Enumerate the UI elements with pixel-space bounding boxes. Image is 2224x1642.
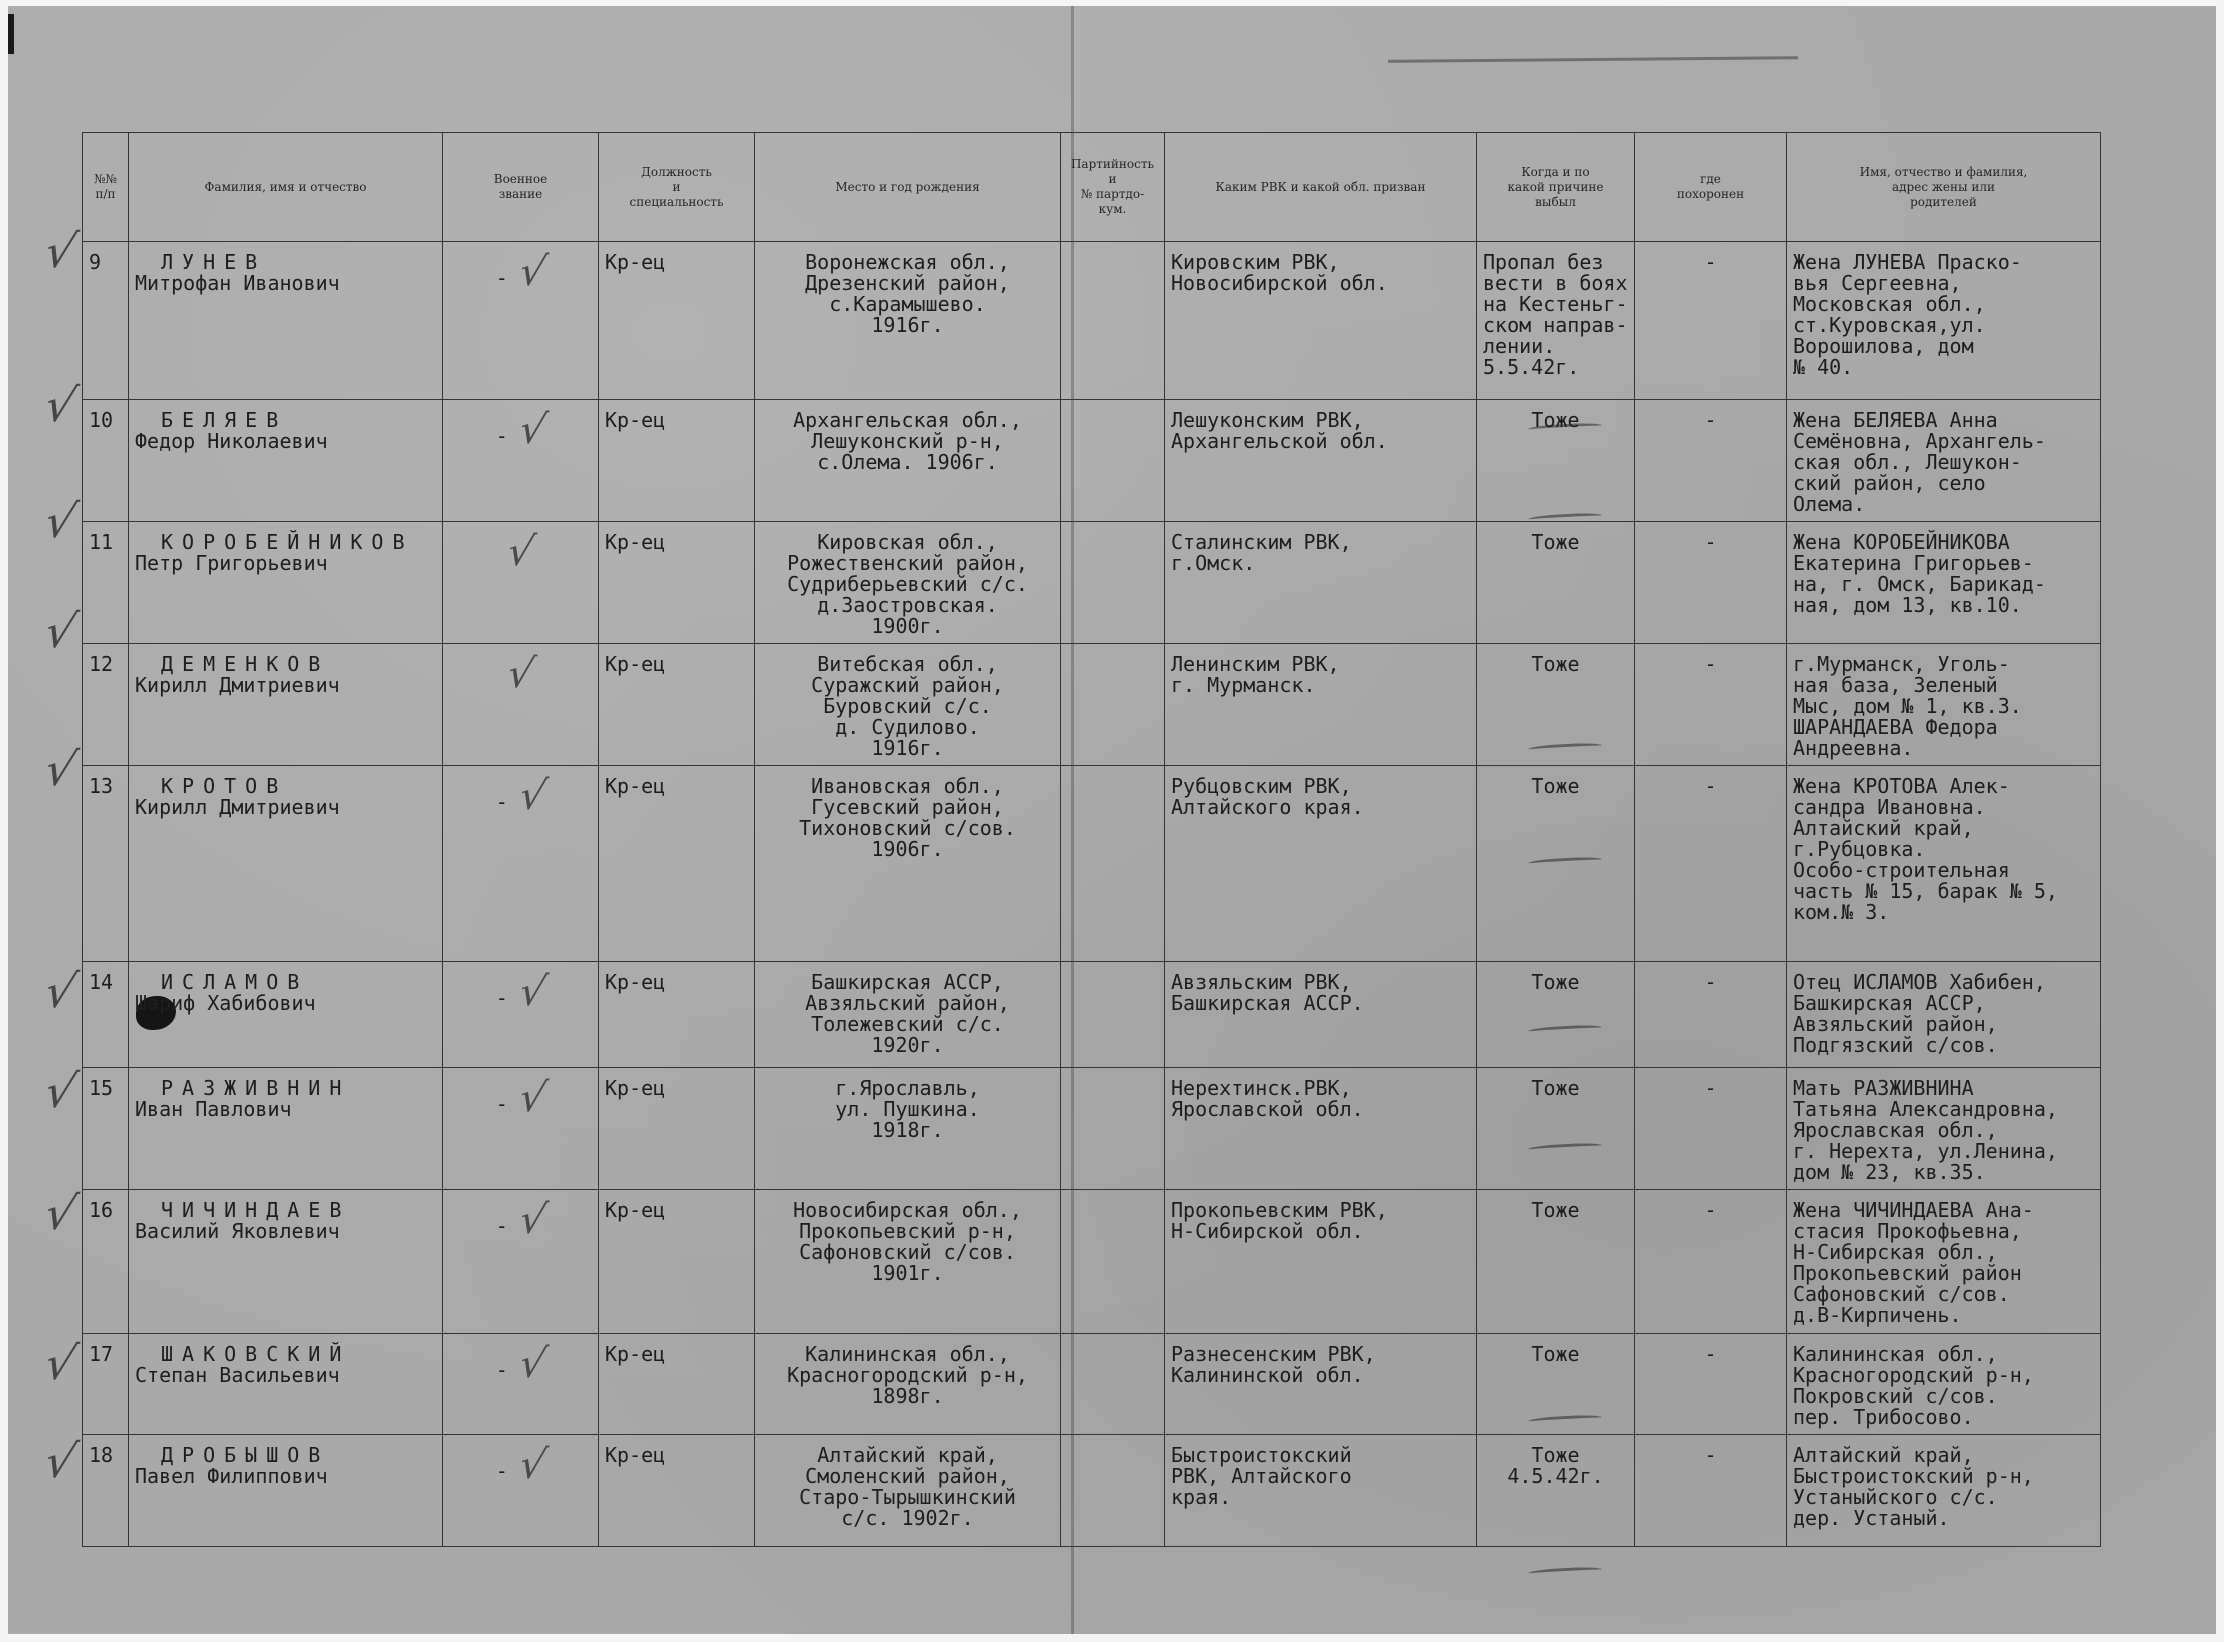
margin-check-icon: √ bbox=[39, 964, 83, 1018]
given-name: Павел Филиппович bbox=[135, 1464, 328, 1488]
rvk-cell: Рубцовским РВК, Алтайского края. bbox=[1165, 766, 1477, 962]
birthplace-cell: Башкирская АССР, Авзяльский район, Толежевский с/с. 1920г. bbox=[755, 962, 1061, 1068]
column-header-relatives: Имя, отчество и фамилия, адрес жены или родителей bbox=[1787, 133, 2101, 242]
column-header-birthplace: Место и год рождения bbox=[755, 133, 1061, 242]
relatives-cell: Жена КОРОБЕЙНИКОВА Екатерина Григорьев- на, г. Омск, Барикад- ная, дом 13, кв.10. bbox=[1787, 522, 2101, 644]
check-mark-icon: √ bbox=[514, 1075, 551, 1121]
row-number: 9 bbox=[83, 242, 129, 400]
row-number: 13 bbox=[83, 766, 129, 962]
party-cell bbox=[1061, 242, 1165, 400]
person-name bbox=[129, 522, 443, 644]
when-left-cell: Тоже bbox=[1477, 1068, 1635, 1190]
surname: ШАКОВСКИЙ bbox=[161, 1342, 351, 1366]
surname: КОРОБЕЙНИКОВ bbox=[161, 530, 414, 554]
party-cell bbox=[1061, 766, 1165, 962]
margin-check-icon: √ bbox=[39, 604, 83, 658]
column-header-when-left: Когда и по какой причине выбыл bbox=[1477, 133, 1635, 242]
person-name bbox=[129, 1190, 443, 1334]
when-left-cell: Тоже bbox=[1477, 400, 1635, 522]
buried-cell: - bbox=[1635, 1068, 1787, 1190]
check-mark-icon: √ bbox=[514, 407, 551, 453]
table-row bbox=[83, 644, 2101, 766]
birthplace-cell: г.Ярославль, ул. Пушкина. 1918г. bbox=[755, 1068, 1061, 1190]
buried-cell: - bbox=[1635, 242, 1787, 400]
check-mark-icon: √ bbox=[514, 1442, 551, 1488]
birthplace-cell: Архангельская обл., Лешуконский р-н, с.Олема. 1906г. bbox=[755, 400, 1061, 522]
row-number: 12 bbox=[83, 644, 129, 766]
given-name: Федор Николаевич bbox=[135, 429, 328, 453]
party-cell bbox=[1061, 1190, 1165, 1334]
position-cell: Кр-ец bbox=[599, 766, 755, 962]
person-name bbox=[129, 1068, 443, 1190]
party-cell bbox=[1061, 400, 1165, 522]
table-row bbox=[83, 522, 2101, 644]
margin-check-icon: √ bbox=[39, 224, 83, 278]
check-mark-icon: √ bbox=[514, 773, 551, 819]
relatives-cell: Жена ЧИЧИНДАЕВА Ана- стасия Прокофьевна, Н-Сибирская обл., Прокопьевский район Сафоновский с/сов. д.В-Кирпичень. bbox=[1787, 1190, 2101, 1334]
surname: ЧИЧИНДАЕВ bbox=[161, 1198, 351, 1222]
check-mark-icon: √ bbox=[514, 1197, 551, 1243]
surname: БЕЛЯЕВ bbox=[161, 408, 288, 432]
table-row bbox=[83, 1435, 2101, 1547]
buried-cell: - bbox=[1635, 400, 1787, 522]
rvk-cell: Кировским РВК, Новосибирской обл. bbox=[1165, 242, 1477, 400]
rvk-cell: Прокопьевским РВК, Н-Сибирской обл. bbox=[1165, 1190, 1477, 1334]
rank-cell bbox=[443, 522, 599, 644]
rank-cell bbox=[443, 644, 599, 766]
surname: ДЕМЕНКОВ bbox=[161, 652, 330, 676]
birthplace-cell: Ивановская обл., Гусевский район, Тихоновский с/сов. 1906г. bbox=[755, 766, 1061, 962]
margin-check-icon: √ bbox=[39, 494, 83, 548]
birthplace-cell: Кировская обл., Рожественский район, Судриберьевский с/с. д.Заостровская. 1900г. bbox=[755, 522, 1061, 644]
check-mark-icon: √ bbox=[514, 249, 551, 295]
surname: ДРОБЫШОВ bbox=[161, 1443, 330, 1467]
relatives-cell: Жена КРОТОВА Алек- сандра Ивановна. Алтайский край, г.Рубцовка. Особо-строительная часть № 15, барак № 5, ком.№ 3. bbox=[1787, 766, 2101, 962]
column-header-buried: где похоронен bbox=[1635, 133, 1787, 242]
position-cell: Кр-ец bbox=[599, 1068, 755, 1190]
rank-cell bbox=[443, 400, 599, 522]
check-mark-icon: √ bbox=[502, 651, 539, 697]
rank-value: - bbox=[495, 424, 508, 448]
column-header-party: Партийность и № партдо- кум. bbox=[1061, 133, 1165, 242]
margin-check-icon: √ bbox=[39, 1434, 83, 1488]
position-cell: Кр-ец bbox=[599, 644, 755, 766]
position-cell: Кр-ец bbox=[599, 242, 755, 400]
surname: ЛУНЕВ bbox=[161, 250, 267, 274]
relatives-cell: Калининская обл., Красногородский р-н, Покровский с/сов. пер. Трибосово. bbox=[1787, 1334, 2101, 1435]
buried-cell: - bbox=[1635, 644, 1787, 766]
rvk-cell: Ленинским РВК, г. Мурманск. bbox=[1165, 644, 1477, 766]
check-mark-icon: √ bbox=[514, 969, 551, 1015]
buried-cell: - bbox=[1635, 1190, 1787, 1334]
person-name bbox=[129, 766, 443, 962]
rank-cell bbox=[443, 766, 599, 962]
when-left-cell: Пропал без вести в боях на Кестеньг- ском направ- лении. 5.5.42г. bbox=[1477, 242, 1635, 400]
buried-cell: - bbox=[1635, 766, 1787, 962]
when-left-cell: Тоже bbox=[1477, 522, 1635, 644]
given-name: Кирилл Дмитриевич bbox=[135, 795, 340, 819]
rvk-cell: Сталинским РВК, г.Омск. bbox=[1165, 522, 1477, 644]
when-left-cell: Тоже bbox=[1477, 1190, 1635, 1334]
column-header-rank: Военное звание bbox=[443, 133, 599, 242]
records-table bbox=[82, 132, 2101, 1547]
column-header-number: №№ п/п bbox=[83, 133, 129, 242]
rank-cell bbox=[443, 1068, 599, 1190]
relatives-cell: Алтайский край, Быстроистокский р-н, Устаныйского с/с. дер. Устаный. bbox=[1787, 1435, 2101, 1547]
table-row bbox=[83, 1190, 2101, 1334]
when-left-cell: Тоже bbox=[1477, 766, 1635, 962]
person-name bbox=[129, 1435, 443, 1547]
rvk-cell: Лешуконским РВК, Архангельской обл. bbox=[1165, 400, 1477, 522]
column-header-rvk: Каким РВК и какой обл. призван bbox=[1165, 133, 1477, 242]
surname: РАЗЖИВНИН bbox=[161, 1076, 351, 1100]
position-cell: Кр-ец bbox=[599, 522, 755, 644]
position-cell: Кр-ец bbox=[599, 962, 755, 1068]
column-header-position: Должность и специальность bbox=[599, 133, 755, 242]
given-name: Василий Яковлевич bbox=[135, 1219, 340, 1243]
given-name: Петр Григорьевич bbox=[135, 551, 328, 575]
rank-value: - bbox=[495, 1214, 508, 1238]
person-name bbox=[129, 1334, 443, 1435]
relatives-cell: Жена ЛУНЕВА Праско- вья Сергеевна, Московская обл., ст.Куровская,ул. Ворошилова, дом № 40. bbox=[1787, 242, 2101, 400]
party-cell bbox=[1061, 1068, 1165, 1190]
row-number: 18 bbox=[83, 1435, 129, 1547]
table-row bbox=[83, 1068, 2101, 1190]
table-row bbox=[83, 1334, 2101, 1435]
person-name bbox=[129, 644, 443, 766]
rvk-cell: Нерехтинск.РВК, Ярославской обл. bbox=[1165, 1068, 1477, 1190]
party-cell bbox=[1061, 1435, 1165, 1547]
row-number: 14 bbox=[83, 962, 129, 1068]
when-left-cell: Тоже bbox=[1477, 644, 1635, 766]
birthplace-cell: Воронежская обл., Дрезенский район, с.Карамышево. 1916г. bbox=[755, 242, 1061, 400]
rank-cell bbox=[443, 242, 599, 400]
rank-value: - bbox=[495, 1092, 508, 1116]
buried-cell: - bbox=[1635, 1334, 1787, 1435]
rvk-cell: Авзяльским РВК, Башкирская АССР. bbox=[1165, 962, 1477, 1068]
row-number: 17 bbox=[83, 1334, 129, 1435]
rank-value: - bbox=[495, 266, 508, 290]
person-name bbox=[129, 242, 443, 400]
party-cell bbox=[1061, 644, 1165, 766]
position-cell: Кр-ец bbox=[599, 1190, 755, 1334]
pencil-scratch bbox=[1388, 56, 1798, 63]
birthplace-cell: Алтайский край, Смоленский район, Старо-Тырышкинский с/с. 1902г. bbox=[755, 1435, 1061, 1547]
position-cell: Кр-ец bbox=[599, 400, 755, 522]
buried-cell: - bbox=[1635, 1435, 1787, 1547]
given-name: Иван Павлович bbox=[135, 1097, 292, 1121]
margin-check-icon: √ bbox=[39, 378, 83, 432]
birthplace-cell: Новосибирская обл., Прокопьевский р-н, Сафоновский с/сов. 1901г. bbox=[755, 1190, 1061, 1334]
check-mark-icon: √ bbox=[502, 529, 539, 575]
row-number: 15 bbox=[83, 1068, 129, 1190]
rank-cell bbox=[443, 1435, 599, 1547]
party-cell bbox=[1061, 1334, 1165, 1435]
pencil-scribble bbox=[1528, 1566, 1602, 1577]
birthplace-cell: Витебская обл., Суражский район, Буровский с/с. д. Судилово. 1916г. bbox=[755, 644, 1061, 766]
table-row bbox=[83, 962, 2101, 1068]
rvk-cell: Разнесенским РВК, Калининской обл. bbox=[1165, 1334, 1477, 1435]
margin-check-icon: √ bbox=[39, 1336, 83, 1390]
margin-check-icon: √ bbox=[39, 1064, 83, 1118]
birthplace-cell: Калининская обл., Красногородский р-н, 1898г. bbox=[755, 1334, 1061, 1435]
given-name: Митрофан Иванович bbox=[135, 271, 340, 295]
party-cell bbox=[1061, 962, 1165, 1068]
person-name bbox=[129, 400, 443, 522]
row-number: 10 bbox=[83, 400, 129, 522]
table-row bbox=[83, 766, 2101, 962]
buried-cell: - bbox=[1635, 962, 1787, 1068]
rank-value: - bbox=[495, 1358, 508, 1382]
party-cell bbox=[1061, 522, 1165, 644]
column-header-name: Фамилия, имя и отчество bbox=[129, 133, 443, 242]
rank-cell bbox=[443, 1334, 599, 1435]
given-name: Кирилл Дмитриевич bbox=[135, 673, 340, 697]
surname: ИСЛАМОВ bbox=[161, 970, 309, 994]
margin-check-icon: √ bbox=[39, 1186, 83, 1240]
position-cell: Кр-ец bbox=[599, 1435, 755, 1547]
given-name: Шариф Хабибович bbox=[135, 991, 316, 1015]
relatives-cell: г.Мурманск, Уголь- ная база, Зеленый Мыс, дом № 1, кв.3. ШАРАНДАЕВА Федора Андреевна. bbox=[1787, 644, 2101, 766]
rank-cell bbox=[443, 1190, 599, 1334]
rank-value: - bbox=[495, 1459, 508, 1483]
margin-check-icon: √ bbox=[39, 742, 83, 796]
when-left-cell: Тоже bbox=[1477, 962, 1635, 1068]
rank-value: - bbox=[495, 986, 508, 1010]
surname: КРОТОВ bbox=[161, 774, 288, 798]
relatives-cell: Отец ИСЛАМОВ Хабибен, Башкирская АССР, Авзяльский район, Подгязский с/сов. bbox=[1787, 962, 2101, 1068]
relatives-cell: Жена БЕЛЯЕВА Анна Семёновна, Архангель- ская обл., Лешукон- ский район, село Олема. bbox=[1787, 400, 2101, 522]
when-left-cell: Тоже bbox=[1477, 1334, 1635, 1435]
table-row bbox=[83, 242, 2101, 400]
person-name bbox=[129, 962, 443, 1068]
given-name: Степан Васильевич bbox=[135, 1363, 340, 1387]
paper-edge-mark bbox=[8, 14, 14, 54]
table-row bbox=[83, 400, 2101, 522]
buried-cell: - bbox=[1635, 522, 1787, 644]
position-cell: Кр-ец bbox=[599, 1334, 755, 1435]
row-number: 16 bbox=[83, 1190, 129, 1334]
relatives-cell: Мать РАЗЖИВНИНА Татьяна Александровна, Ярославская обл., г. Нерехта, ул.Ленина, дом № 23, кв.35. bbox=[1787, 1068, 2101, 1190]
rank-cell bbox=[443, 962, 599, 1068]
check-mark-icon: √ bbox=[514, 1341, 551, 1387]
rvk-cell: Быстроистокский РВК, Алтайского края. bbox=[1165, 1435, 1477, 1547]
header-row bbox=[83, 133, 2101, 242]
when-left-cell: Тоже 4.5.42г. bbox=[1477, 1435, 1635, 1547]
row-number: 11 bbox=[83, 522, 129, 644]
rank-value: - bbox=[495, 790, 508, 814]
